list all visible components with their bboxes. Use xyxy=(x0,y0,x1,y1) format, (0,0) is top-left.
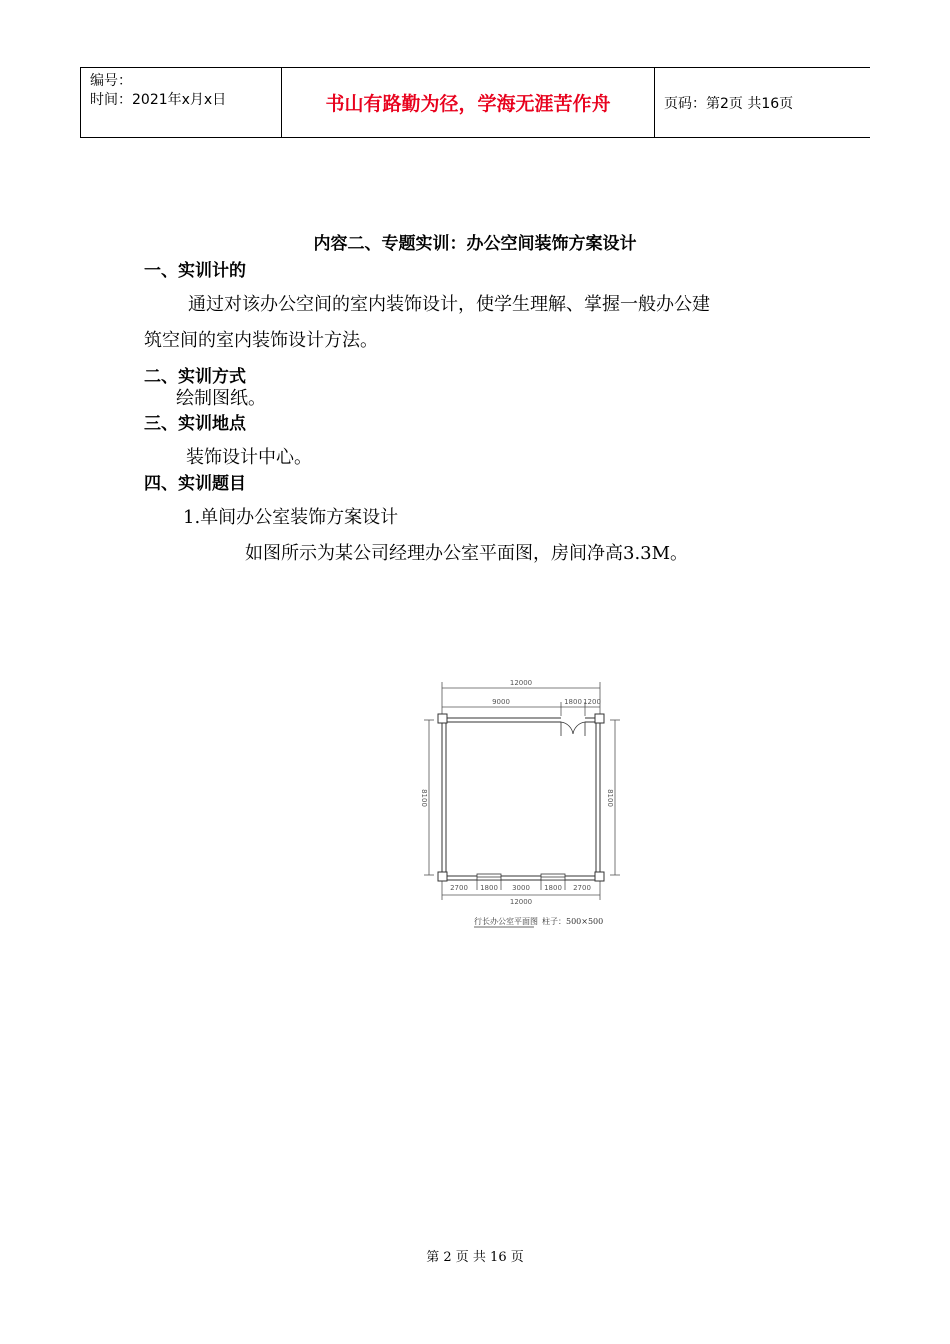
section-1-line-2: 筑空间的室内装饰设计方法。 xyxy=(144,330,378,351)
plan-column-note: 柱子：500×500 xyxy=(542,917,604,926)
section-3-heading: 三、实训地点 xyxy=(144,414,246,434)
column-top-right xyxy=(595,714,604,723)
floor-plan-drawing xyxy=(400,670,630,935)
room-walls xyxy=(442,718,600,880)
section-1-line-1: 通过对该办公空间的室内装饰设计，使学生理解、掌握一般办公建 xyxy=(188,294,710,315)
section-4-description: 如图所示为某公司经理办公室平面图，房间净高3.3M。 xyxy=(245,543,689,564)
header-divider-2 xyxy=(654,68,655,137)
dim-bottom-seg-5: 2700 xyxy=(573,884,591,892)
dim-top-seg-2: 1800 xyxy=(564,698,582,706)
section-1-heading: 一、实训计的 xyxy=(144,261,246,281)
column-bottom-left xyxy=(438,872,447,881)
header-motto: 书山有路勤为径，学海无涯苦作舟 xyxy=(325,93,611,115)
header-table xyxy=(80,67,870,138)
header-date: 时间：2021年x月x日 xyxy=(90,92,227,108)
dim-bottom-seg-3: 3000 xyxy=(512,884,530,892)
dim-bottom-total: 12000 xyxy=(509,898,533,906)
dim-top-total: 12000 xyxy=(509,679,533,687)
section-4-heading: 四、实训题目 xyxy=(144,474,246,494)
page-footer: 第 2 页 共 16 页 xyxy=(426,1250,524,1265)
column-top-left xyxy=(438,714,447,723)
dim-left-height: 8100 xyxy=(420,789,428,807)
header-meta xyxy=(90,72,226,110)
door-symbol xyxy=(561,716,585,736)
dim-top-seg-3: 1200 xyxy=(583,698,601,706)
header-page-info: 页码：第2页 共16页 xyxy=(664,95,794,112)
section-2-body: 绘制图纸。 xyxy=(176,388,266,409)
document-title: 内容二、专题实训：办公空间装饰方案设计 xyxy=(313,234,637,254)
dim-right-height: 8100 xyxy=(606,789,614,807)
dim-bottom-seg-4: 1800 xyxy=(544,884,562,892)
header-number: 编号： xyxy=(90,73,132,89)
plan-caption: 行长办公室平面图 xyxy=(474,917,538,926)
dim-top-seg-1: 9000 xyxy=(492,698,510,706)
windows xyxy=(477,874,565,880)
section-3-body: 装饰设计中心。 xyxy=(186,447,312,468)
column-bottom-right xyxy=(595,872,604,881)
section-2-heading: 二、实训方式 xyxy=(144,367,246,387)
section-4-item-1: 1.单间办公室装饰方案设计 xyxy=(183,507,399,528)
header-border-left xyxy=(80,68,81,137)
dim-bottom-seg-2: 1800 xyxy=(480,884,498,892)
dim-bottom-seg-1: 2700 xyxy=(450,884,468,892)
